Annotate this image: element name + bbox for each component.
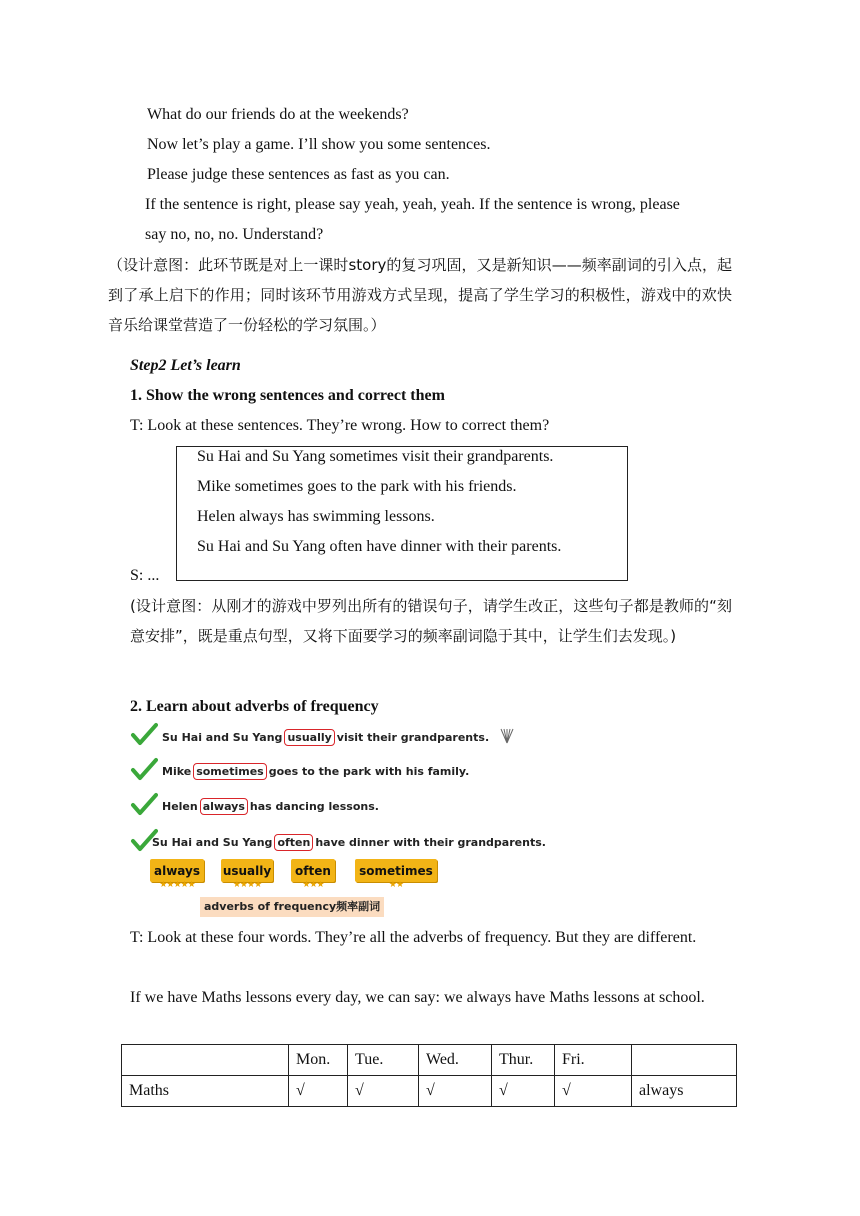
sentence-after: visit their grandparents. — [336, 730, 490, 744]
sparkle-icon — [499, 728, 515, 746]
stars-usually: ★★★★ — [232, 879, 262, 889]
table-cell: always — [632, 1076, 737, 1107]
table-cell: Fri. — [555, 1045, 632, 1076]
highlighted-adverb: often — [274, 834, 313, 851]
table-cell: √ — [419, 1076, 492, 1107]
table-cell: √ — [555, 1076, 632, 1107]
highlighted-adverb: sometimes — [193, 763, 267, 780]
picture-sentence-row — [130, 722, 490, 748]
section1-title: 1. Show the wrong sentences and correct them — [130, 387, 445, 404]
sentence-before: Su Hai and Su Yang — [162, 730, 283, 744]
wrong-sentences-box — [176, 446, 628, 581]
sentence-before: Helen — [162, 800, 198, 813]
picture-sentence-row — [130, 792, 379, 818]
sentence-after: have dinner with their grandparents. — [315, 836, 546, 849]
box-sentence-2: Mike sometimes goes to the park with his friends. — [197, 478, 517, 495]
table-cell — [632, 1045, 737, 1076]
design-note-2: (设计意图：从刚才的游戏中罗列出所有的错误句子，请学生改正，这些句子都是教师的“刻意安排”，既是重点句型，又将下面要学习的频率副词隐于其中，让学生们去发现。) — [130, 597, 732, 645]
highlighted-adverb: always — [200, 798, 248, 815]
intro-line-5: say no, no, no. Understand? — [145, 226, 324, 243]
table-cell: √ — [348, 1076, 419, 1107]
adverbs-label: adverbs of frequency频率副词 — [200, 897, 384, 917]
table-cell — [122, 1045, 289, 1076]
intro-line-3: Please judge these sentences as fast as you can. — [147, 166, 450, 183]
sentence-after: has dancing lessons. — [249, 800, 379, 813]
word-card-often: often — [291, 859, 335, 882]
table-cell: Tue. — [348, 1045, 419, 1076]
check-icon — [130, 792, 158, 818]
box-sentence-1: Su Hai and Su Yang sometimes visit their grandparents. — [197, 448, 554, 465]
step2-title: Step2 Let’s learn — [130, 357, 241, 374]
stars-sometimes: ★★ — [388, 879, 404, 889]
word-card-usually: usually — [221, 859, 273, 882]
table-cell: Mon. — [289, 1045, 348, 1076]
table-header-row — [122, 1045, 737, 1076]
paragraph-maths-always: If we have Maths lessons every day, we can say: we always have Maths lessons at school. — [130, 989, 705, 1006]
sentence-after: goes to the park with his family. — [268, 765, 470, 778]
highlighted-adverb: usually — [284, 729, 334, 746]
picture-sentence-row — [130, 757, 470, 783]
design-note-1: （设计意图：此环节既是对上一课时story的复习巩固，又是新知识——频率副词的引入点，起到了承上启下的作用；同时该环节用游戏方式呈现，提高了学生学习的积极性，游戏中的欢快音乐给课堂营造了一份轻松的学习氛围。） — [108, 256, 732, 334]
intro-line-2: Now let’s play a game. I’ll show you some sentences. — [147, 136, 491, 153]
table-row — [122, 1076, 737, 1107]
check-icon — [130, 757, 158, 783]
stars-always: ★★★★★ — [159, 879, 195, 889]
intro-line-1: What do our friends do at the weekends? — [147, 106, 409, 123]
table-cell: Wed. — [419, 1045, 492, 1076]
intro-line-4: If the sentence is right, please say yeah, yeah, yeah. If the sentence is wrong, please — [145, 196, 680, 213]
stars-often: ★★★ — [302, 879, 324, 889]
sentence-before: Mike — [162, 765, 192, 778]
picture-sentence-row — [130, 828, 546, 854]
table-cell: √ — [289, 1076, 348, 1107]
sentence-before: Su Hai and Su Yang — [152, 836, 273, 849]
check-icon — [130, 722, 158, 748]
box-sentence-3: Helen always has swimming lessons. — [197, 508, 435, 525]
section2-title: 2. Learn about adverbs of frequency — [130, 698, 379, 715]
word-card-sometimes: sometimes — [355, 859, 437, 882]
paragraph-four-words: T: Look at these four words. They’re all the adverbs of frequency. But they are different. — [130, 929, 697, 946]
table-cell: Maths — [122, 1076, 289, 1107]
frequency-table — [121, 1044, 737, 1107]
student-line: S: ... — [130, 567, 160, 584]
table-cell: Thur. — [492, 1045, 555, 1076]
table-cell: √ — [492, 1076, 555, 1107]
box-sentence-4: Su Hai and Su Yang often have dinner with their parents. — [197, 538, 562, 555]
section1-teacher-line: T: Look at these sentences. They’re wrong. How to correct them? — [130, 417, 550, 434]
word-card-always: always — [150, 859, 204, 882]
